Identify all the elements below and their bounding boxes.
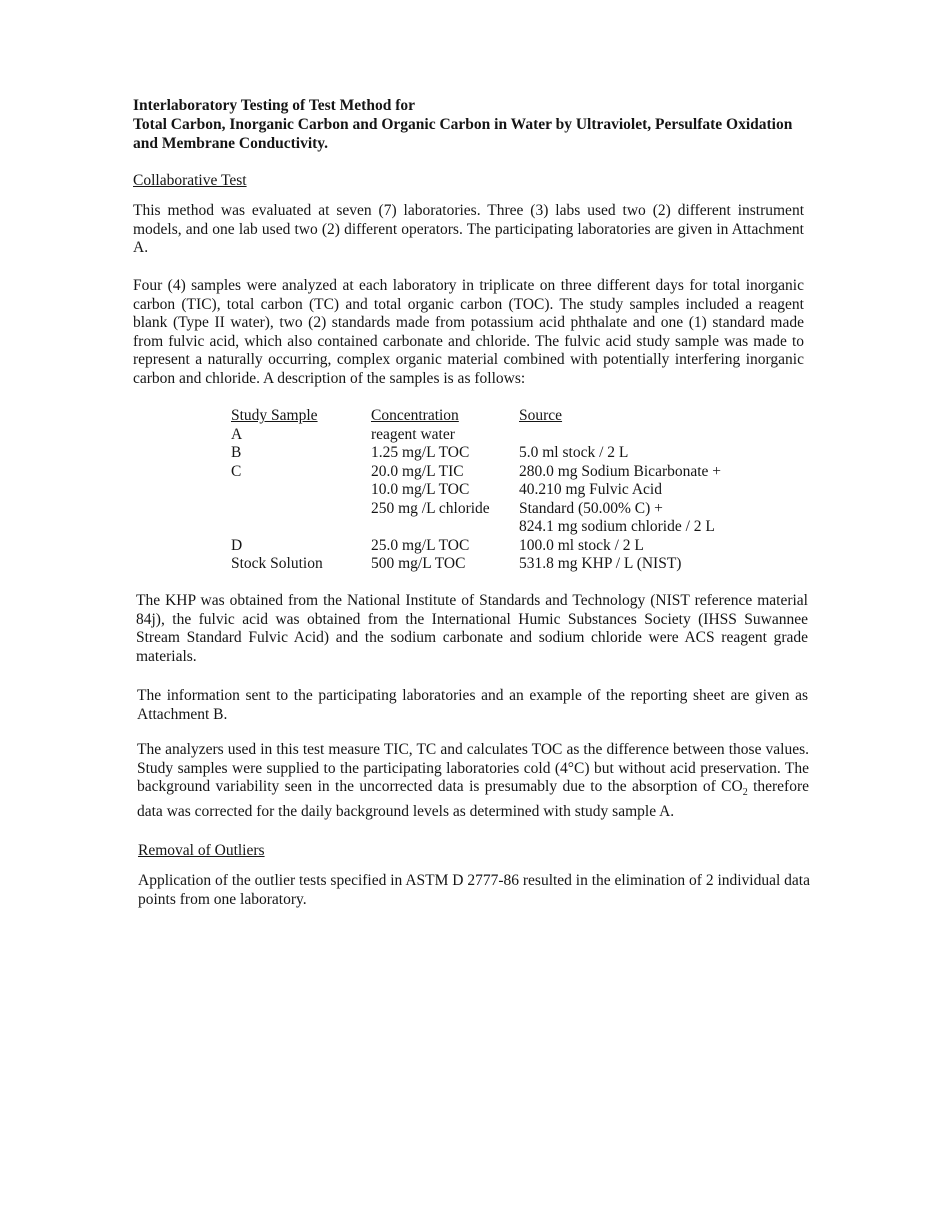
document-title	[133, 96, 813, 153]
cell-source: 824.1 mg sodium chloride / 2 L	[519, 518, 715, 535]
cell-concentration	[371, 518, 519, 537]
column-header-study-sample: Study Sample	[231, 407, 318, 424]
co2-subscript: 2	[742, 787, 748, 799]
cell-source	[519, 426, 721, 445]
table-row	[231, 426, 721, 445]
analyzers-text-before: The analyzers used in this test measure TIC, TC and calculates TOC as the difference between those values. Study samples were supplied to the participating laboratories cold (4°C) but without acid preservation. The background variability seen in the uncorrected data is presumably due to the absorption of CO	[137, 741, 809, 795]
paragraph-attachment-b: The information sent to the participating laboratories and an example of the reporting sheet are given as Attachment B.	[137, 687, 808, 723]
cell-source: 5.0 ml stock / 2 L	[519, 444, 629, 461]
cell-concentration: reagent water	[371, 425, 455, 443]
cell-source: 100.0 ml stock / 2 L	[519, 536, 644, 554]
section-heading-removal-of-outliers: Removal of Outliers	[138, 842, 265, 859]
analyzers-text-after: therefore data was corrected for the daily background levels as determined with study sample A.	[137, 778, 810, 820]
cell-source: Standard (50.00% C) +	[519, 499, 663, 517]
table-row	[231, 481, 721, 500]
table-row	[231, 518, 721, 537]
paragraph-outliers: Application of the outlier tests specified in ASTM D 2777-86 resulted in the elimination of 2 individual data points from one laboratory.	[138, 872, 810, 908]
cell-sample: Stock Solution	[231, 555, 323, 572]
table-row	[231, 444, 721, 463]
study-sample-table	[231, 407, 721, 574]
column-header-source: Source	[519, 407, 563, 424]
cell-concentration: 500 mg/L TOC	[371, 555, 466, 572]
cell-concentration: 250 mg /L chloride	[371, 499, 490, 517]
cell-sample	[231, 481, 371, 500]
cell-source: 40.210 mg Fulvic Acid	[519, 481, 662, 498]
title-line-2: Total Carbon, Inorganic Carbon and Organic Carbon in Water by Ultraviolet, Persulfate Oxidation	[133, 116, 793, 133]
cell-concentration: 25.0 mg/L TOC	[371, 536, 470, 554]
cell-sample: A	[231, 425, 243, 443]
paragraph-analyzers	[137, 741, 809, 821]
paragraph-samples-description: Four (4) samples were analyzed at each laboratory in triplicate on three different days for total inorganic carbon (TIC), total carbon (TC) and total organic carbon (TOC). The study samples included a reagent blank (Type II water), two (2) standards made from potassium acid phthalate and one (1) standard made from fulvic acid, which also contained carbonate and chloride. The fulvic acid study sample was made to represent a naturally occurring, complex organic material combined with potentially interfering inorganic carbon and chloride. A description of the samples is as follows:	[133, 277, 804, 387]
table-header-row	[231, 407, 721, 426]
paragraph-evaluation: This method was evaluated at seven (7) laboratories. Three (3) labs used two (2) different instrument models, and one lab used two (2) different operators. The participating laboratories are given in Attachment A.	[133, 202, 804, 256]
cell-concentration: 10.0 mg/L TOC	[371, 481, 470, 498]
cell-sample	[231, 500, 371, 519]
table-row	[231, 537, 721, 556]
cell-source: 531.8 mg KHP / L (NIST)	[519, 555, 682, 572]
table-row	[231, 555, 721, 574]
title-line-3: and Membrane Conductivity.	[133, 135, 329, 152]
paragraph-material-sources: The KHP was obtained from the National Institute of Standards and Technology (NIST reference material 84j), the fulvic acid was obtained from the International Humic Substances Society (IHSS Suwannee Stream Standard Fulvic Acid) and the sodium carbonate and sodium chloride were ACS reagent grade materials.	[136, 592, 808, 665]
cell-sample	[231, 518, 371, 537]
cell-sample: C	[231, 462, 242, 480]
cell-sample: D	[231, 536, 243, 554]
table-row	[231, 463, 721, 482]
cell-concentration: 1.25 mg/L TOC	[371, 444, 470, 461]
column-header-concentration: Concentration	[371, 407, 459, 424]
cell-sample: B	[231, 444, 242, 461]
table-row	[231, 500, 721, 519]
cell-concentration: 20.0 mg/L TIC	[371, 462, 464, 480]
cell-source: 280.0 mg Sodium Bicarbonate +	[519, 462, 722, 480]
section-heading-collaborative-test: Collaborative Test	[133, 172, 247, 189]
title-line-1: Interlaboratory Testing of Test Method for	[133, 97, 416, 114]
